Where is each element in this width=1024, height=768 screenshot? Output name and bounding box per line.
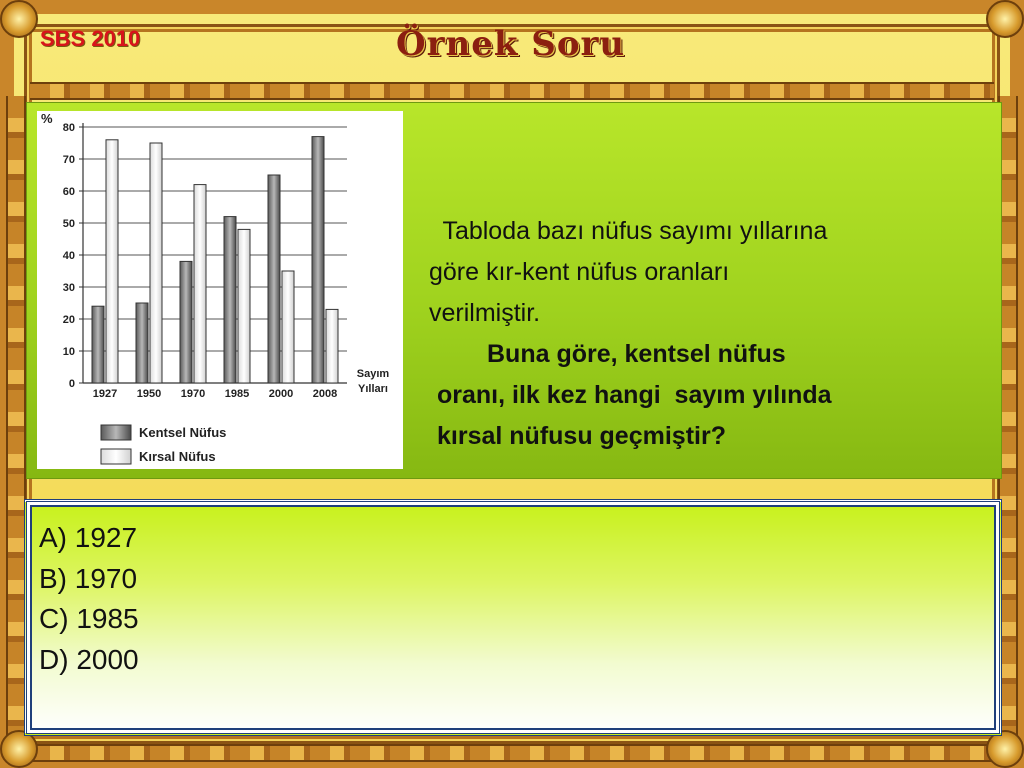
y-tick-label: 30 [62,282,75,294]
question-text [429,211,989,457]
y-tick-label: 70 [62,154,75,166]
bar-kentsel [312,137,324,383]
bar-kirsal [194,185,206,383]
x-tick-label: 1970 [180,388,206,400]
bar-kentsel [136,303,148,383]
question-bold-line: oranı, ilk kez hangi sayım yılında [437,381,832,409]
x-tick-label: 1950 [136,388,162,400]
question-line: verilmiştir. [429,299,541,327]
answer-option-c[interactable]: C) 1985 [39,603,139,634]
question-bold-line: Buna göre, kentsel nüfus [487,340,786,368]
bar-kirsal [282,271,294,383]
population-bar-chart [37,111,403,469]
bar-kentsel [180,261,192,383]
exam-badge: SBS 2010 [40,26,141,51]
answer-options [39,518,139,680]
bar-kirsal [106,140,118,383]
y-axis-label: % [41,111,53,126]
x-tick-label: 2008 [312,388,338,400]
answer-option-d[interactable]: D) 2000 [39,643,139,675]
x-tick-label: 1985 [224,388,250,400]
y-tick-label: 40 [62,250,75,262]
bar-kentsel [92,306,104,383]
legend-swatch [101,425,131,440]
bar-kentsel [224,217,236,383]
question-bold-line: kırsal nüfusu geçmiştir? [437,422,726,450]
answer-option-a[interactable]: A) 1927 [39,522,138,553]
frame-corner-ornament [986,0,1024,38]
legend-label: Kentsel Nüfus [139,425,227,440]
x-tick-label: 2000 [268,388,294,400]
slide-title: Örnek Soru [396,24,626,64]
bar-kentsel [268,175,280,383]
y-tick-label: 50 [62,218,75,230]
y-tick-label: 0 [68,378,75,390]
answer-panel [24,499,1002,736]
y-tick-label: 60 [62,186,75,198]
legend-swatch [101,449,131,464]
frame-rail-bottom [30,744,994,762]
question-panel [26,102,1002,479]
answer-option-b[interactable]: B) 1970 [39,562,138,594]
y-tick-label: 10 [62,346,75,358]
frame-rail-top [30,82,994,100]
y-tick-label: 80 [62,122,75,134]
bar-kirsal [326,309,338,383]
frame-corner-ornament [0,0,38,38]
bar-kirsal [150,143,162,383]
bar-kirsal [238,229,250,383]
question-line: göre kır-kent nüfus oranları [429,258,730,286]
question-line: Tabloda bazı nüfus sayımı yıllarına [429,217,828,245]
chart-container [37,111,403,469]
frame-rail-left [6,96,26,738]
y-tick-label: 20 [62,314,75,326]
x-axis-label: Yılları [358,383,388,395]
legend-label: Kırsal Nüfus [139,449,216,464]
x-tick-label: 1927 [92,388,118,400]
x-axis-label: Sayım [356,368,390,380]
